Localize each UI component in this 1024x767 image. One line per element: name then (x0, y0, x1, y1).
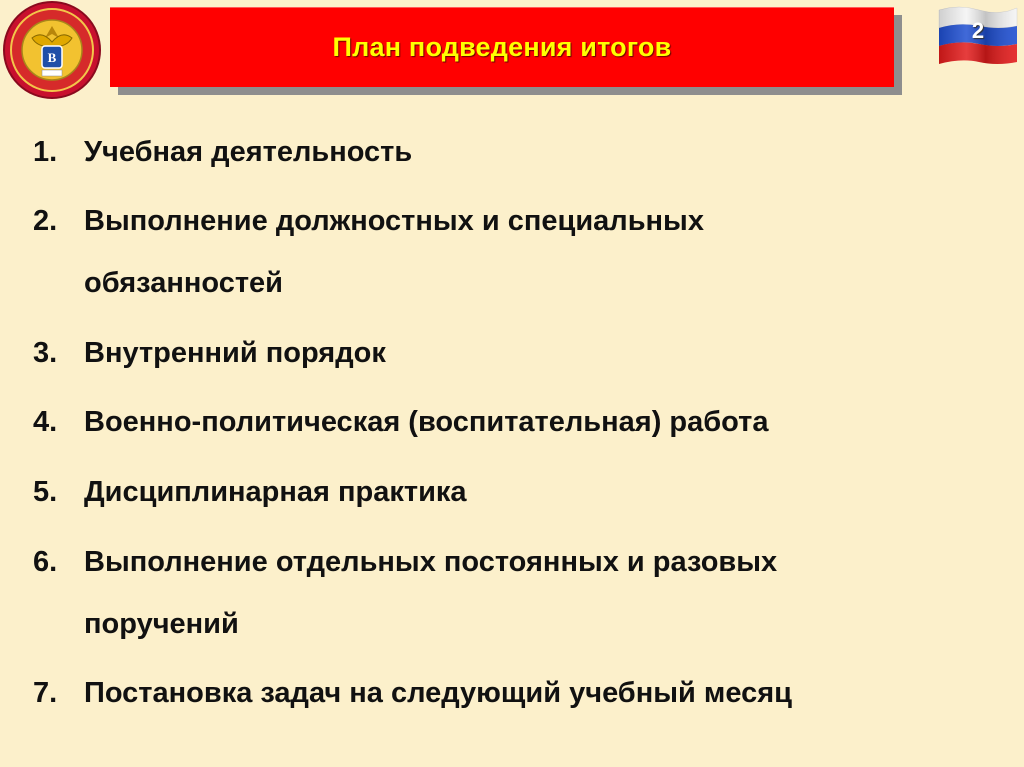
list-item-number: 7. (33, 677, 58, 709)
slide-title: План подведения итогов (332, 32, 672, 62)
list-item-text: Внутренний порядок (84, 337, 386, 369)
list-item-text: Военно-политическая (воспитательная) работа (84, 406, 769, 438)
list-item-text: Выполнение должностных и специальных (84, 205, 704, 237)
list-item-text: Учебная деятельность (84, 136, 413, 168)
list-item-number: 5. (33, 476, 58, 508)
list-item-text-continued: обязанностей (84, 267, 283, 299)
list-item-number: 6. (33, 546, 58, 578)
list-item-number: 4. (33, 406, 58, 438)
list-item-text: Постановка задач на следующий учебный месяц (84, 677, 792, 709)
svg-text:B: B (47, 50, 57, 65)
university-emblem-icon (2, 0, 102, 100)
list-item-number: 2. (33, 205, 58, 237)
list-item-number: 1. (33, 136, 58, 168)
list-item-text: Дисциплинарная практика (84, 476, 467, 508)
list-item-text-continued: поручений (84, 608, 239, 640)
slide-number: 2 (971, 18, 985, 43)
list-item-number: 3. (33, 337, 58, 369)
title-banner (110, 7, 894, 87)
list-item-text: Выполнение отдельных постоянных и разовых (84, 546, 778, 578)
